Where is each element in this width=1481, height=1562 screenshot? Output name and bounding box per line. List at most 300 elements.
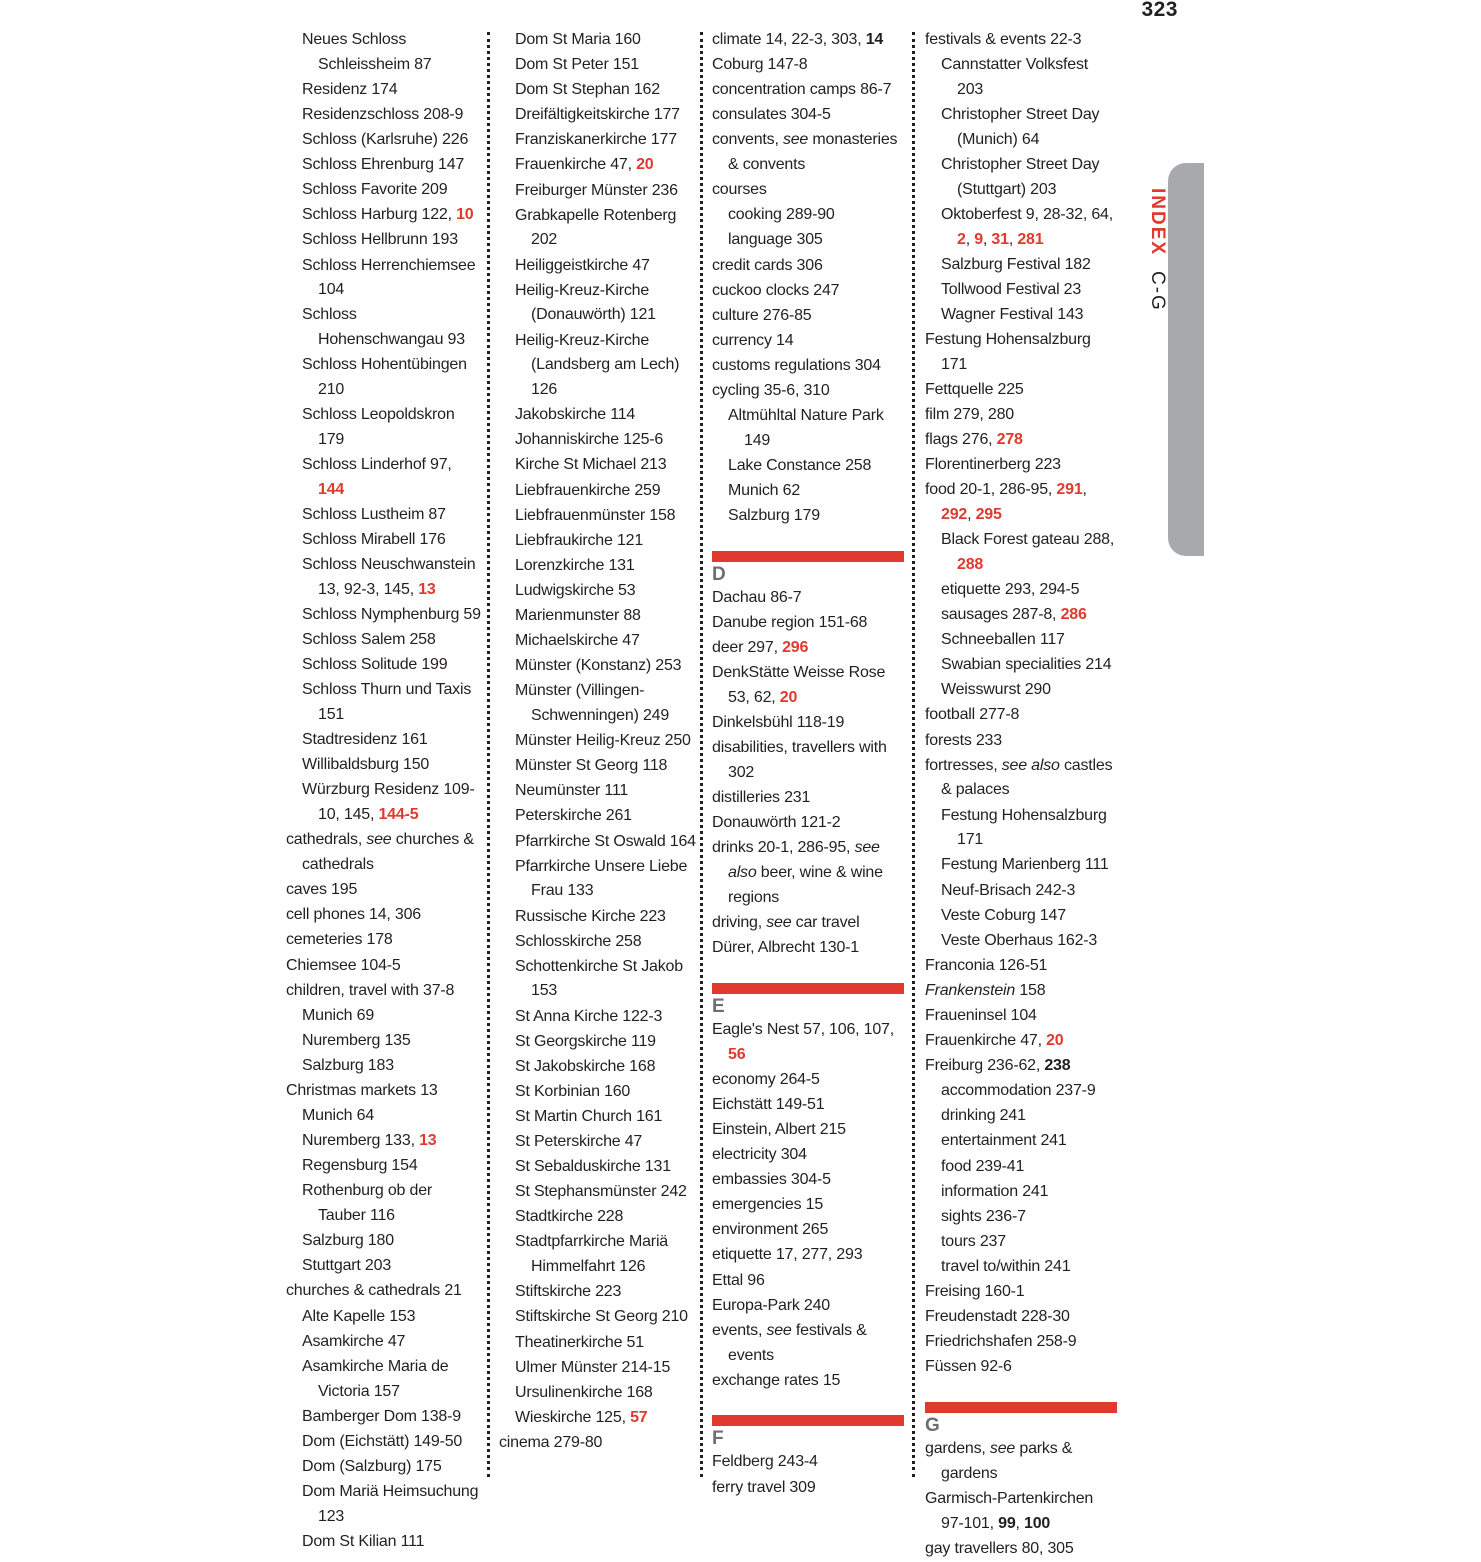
index-subentry [286, 254, 482, 304]
entry-text: driving, [712, 914, 767, 932]
index-subentry [499, 279, 699, 329]
illustration-page-ref: 56 [728, 1045, 746, 1063]
index-label: INDEX [1147, 188, 1168, 257]
index-subentry [286, 1330, 482, 1355]
entry-text: Ettal 96 [712, 1271, 765, 1289]
entry-text: cathedrals, [286, 831, 367, 849]
entry-text: Munich 64 [302, 1107, 375, 1125]
index-entry [925, 754, 1117, 804]
index-entry [286, 928, 482, 953]
entry-text: Black Forest gateau 288, [941, 531, 1115, 549]
entry-text: Neuf-Brisach 242-3 [941, 881, 1076, 899]
index-subentry [499, 1055, 699, 1080]
index-subentry [499, 1155, 699, 1180]
entry-text: Johanniskirche 125-6 [515, 431, 664, 449]
index-subentry [499, 179, 699, 204]
index-entry [712, 1243, 904, 1268]
illustration-page-ref: 295 [975, 506, 1002, 523]
entry-text: DenkStätte Weisse Rose 53, 62, [712, 664, 886, 707]
entry-text: Christopher Street Day (Stuttgart) 203 [941, 155, 1100, 198]
entry-text: , [965, 230, 975, 248]
index-subentry [286, 778, 482, 828]
entry-text: information 241 [941, 1182, 1049, 1200]
entry-text: Frauenkirche 47, [515, 156, 637, 174]
letter-section-header [712, 551, 904, 586]
entry-text: tours 237 [941, 1232, 1006, 1250]
index-subentry [499, 403, 699, 428]
entry-text: Friedrichshafen 258-9 [925, 1333, 1077, 1351]
index-entry [712, 254, 904, 279]
entry-text: Rothenburg ob der Tauber 116 [302, 1182, 433, 1225]
entry-text: Festung Marienberg 111 [941, 856, 1109, 874]
entry-text: Festung Hohensalzburg 171 [941, 806, 1107, 849]
index-entry [925, 979, 1117, 1004]
entry-text: Munich 69 [302, 1006, 375, 1024]
entry-text: Dom St Stephan 162 [515, 81, 660, 99]
map-page-ref: 100 [1024, 1514, 1051, 1532]
entry-text: cell phones 14, 306 [286, 906, 421, 924]
entry-text: churches & cathedrals [302, 831, 474, 874]
entry-text: Franziskanerkirche 177 [515, 131, 677, 149]
index-subentry [925, 578, 1117, 603]
entry-text: Frauenkirche 47, [925, 1032, 1047, 1050]
index-subentry [286, 1480, 482, 1530]
index-entry [712, 354, 904, 379]
letter-section-header [712, 1415, 904, 1450]
entry-text: , [1015, 1514, 1025, 1532]
entry-text: travel to/within 241 [941, 1257, 1071, 1275]
entry-text: Lorenzkirche 131 [515, 556, 635, 574]
cross-reference: see [766, 914, 792, 932]
entry-text: disabilities, travellers with 302 [712, 739, 887, 782]
index-entry [712, 586, 904, 611]
entry-text: parks & gardens [941, 1440, 1073, 1482]
entry-text: Dom St Peter 151 [515, 56, 639, 74]
entry-text: Schloss (Karlsruhe) 226 [302, 131, 469, 149]
index-entry [925, 1355, 1117, 1380]
entry-text: ferry travel 309 [712, 1478, 816, 1496]
index-subentry [925, 153, 1117, 203]
entry-text: Wieskirche 125, [515, 1408, 631, 1426]
section-letter: G [925, 1415, 940, 1437]
index-subentry [286, 1004, 482, 1029]
entry-text: Heilig-Kreuz-Kirche (Donauwörth) 121 [515, 281, 656, 324]
entry-text: castles & palaces [941, 756, 1113, 799]
index-entry [925, 328, 1117, 378]
index-subentry [286, 1154, 482, 1179]
entry-text: Donauwörth 121-2 [712, 814, 841, 832]
entry-text: Schloss Harburg 122, [302, 206, 457, 224]
entry-text: Cannstatter Volksfest 203 [941, 56, 1088, 98]
entry-text: monasteries & convents [728, 131, 898, 174]
entry-text: events, [712, 1321, 767, 1339]
index-subentry [499, 254, 699, 279]
index-subentry [286, 178, 482, 203]
index-subentry [286, 1029, 482, 1054]
index-subentry [286, 1405, 482, 1430]
index-entry [712, 911, 904, 936]
index-entry [925, 1487, 1117, 1537]
index-subentry [286, 553, 482, 603]
entry-text: Chiemsee 104-5 [286, 956, 401, 974]
illustration-page-ref: 296 [782, 639, 809, 657]
index-entry [925, 1537, 1117, 1562]
entry-text: Schloss Solitude 199 [302, 656, 448, 674]
index-subentry [286, 1305, 482, 1330]
entry-text: cycling 35-6, 310 [712, 382, 830, 400]
index-subentry [286, 1455, 482, 1480]
page-number: 323 [1141, 0, 1178, 21]
entry-text: Ulmer Münster 214-15 [515, 1358, 671, 1376]
index-entry [712, 1450, 904, 1475]
entry-text: Fettquelle 225 [925, 380, 1024, 398]
index-entry [712, 1476, 904, 1501]
entry-text: Salzburg Festival 182 [941, 255, 1091, 273]
illustration-page-ref: 31 [991, 230, 1009, 248]
index-subentry [286, 103, 482, 128]
index-subentry [499, 629, 699, 654]
index-subentry [286, 603, 482, 628]
index-entry [712, 1018, 904, 1068]
index-entry [712, 78, 904, 103]
entry-text: , [1008, 230, 1018, 248]
map-page-ref: 238 [1044, 1057, 1071, 1075]
index-subentry [499, 1381, 699, 1406]
index-entry [712, 936, 904, 961]
entry-text: exchange rates 15 [712, 1371, 841, 1389]
index-column-4 [925, 28, 1117, 1562]
index-subentry [286, 628, 482, 653]
index-entry [925, 403, 1117, 428]
index-entry [925, 1280, 1117, 1305]
entry-text: Schloss Hohenschwangau 93 [302, 306, 465, 349]
entry-text: Schneeballen 117 [941, 631, 1065, 649]
entry-text: Dom St Maria 160 [515, 31, 641, 48]
entry-text: Michaelskirche 47 [515, 632, 640, 650]
index-entry [286, 903, 482, 928]
section-letter: E [712, 995, 725, 1017]
entry-text: Eichstätt 149-51 [712, 1095, 825, 1113]
entry-text: festivals & events [728, 1321, 867, 1364]
entry-text: children, travel with 37-8 [286, 981, 455, 999]
entry-text: Coburg 147-8 [712, 56, 808, 74]
index-entry [925, 1029, 1117, 1054]
index-subentry [925, 804, 1117, 854]
index-subentry [499, 78, 699, 103]
illustration-page-ref: 281 [1017, 230, 1044, 248]
index-subentry [499, 1280, 699, 1305]
entry-text: Schloss Thurn und Taxis 151 [302, 681, 472, 724]
index-entry [712, 611, 904, 636]
index-subentry [286, 1530, 482, 1555]
entry-text: Munich 62 [728, 482, 801, 500]
entry-text: Franconia 126-51 [925, 956, 1048, 974]
entry-text: Dürer, Albrecht 130-1 [712, 939, 859, 957]
index-entry [925, 428, 1117, 453]
index-subentry [499, 1230, 699, 1280]
index-subentry [925, 103, 1117, 153]
index-entry [712, 1193, 904, 1218]
index-subentry [925, 303, 1117, 328]
letter-section-header [925, 1402, 1117, 1437]
entry-text: Europa-Park 240 [712, 1296, 830, 1314]
illustration-page-ref: 144 [318, 480, 345, 498]
entry-text: St Korbinian 160 [515, 1082, 631, 1100]
entry-text: cuckoo clocks 247 [712, 281, 840, 299]
entry-text: concentration camps 86-7 [712, 81, 892, 99]
entry-text: Danube region 151-68 [712, 614, 868, 632]
entry-text: Dom St Kilian 111 [302, 1532, 425, 1550]
index-entry [712, 1218, 904, 1243]
index-subentry [925, 1205, 1117, 1230]
index-entry [499, 1431, 699, 1456]
entry-text: Schloss Leopoldskron 179 [302, 406, 455, 449]
index-subentry [499, 830, 699, 855]
index-column-3 [712, 28, 904, 1501]
entry-text: Würzburg Residenz 109-10, 145, [302, 781, 475, 824]
index-entry [712, 1143, 904, 1168]
index-subentry [925, 1230, 1117, 1255]
entry-text: Schloss Lustheim 87 [302, 506, 446, 523]
entry-text: Schloss Neuschwanstein 13, 92-3, 145, [302, 556, 476, 598]
entry-text: , [1082, 481, 1087, 499]
entry-text: Regensburg 154 [302, 1157, 418, 1175]
entry-text: Pfarrkirche Unsere Liebe Frau 133 [515, 857, 688, 900]
index-subentry [499, 1180, 699, 1205]
map-page-ref: 14 [865, 31, 884, 48]
index-subentry [499, 930, 699, 955]
index-entry [712, 636, 904, 661]
index-entry [712, 836, 904, 910]
entry-text: film 279, 280 [925, 405, 1015, 423]
map-page-ref: 99 [998, 1514, 1016, 1532]
index-subentry [286, 1430, 482, 1455]
entry-text: St Anna Kirche 122-3 [515, 1007, 663, 1025]
entry-text: Tollwood Festival 23 [941, 280, 1082, 298]
index-subentry [499, 53, 699, 78]
letter-section-header [712, 983, 904, 1018]
entry-text: culture 276-85 [712, 306, 812, 324]
index-subentry [286, 1355, 482, 1405]
cross-reference: see also [728, 839, 880, 882]
entry-text: etiquette 17, 277, 293 [712, 1246, 863, 1264]
entry-text: Freudenstadt 228-30 [925, 1308, 1070, 1326]
cross-reference: see [782, 131, 809, 149]
index-subentry [925, 53, 1117, 103]
index-entry [712, 1118, 904, 1143]
entry-text: credit cards 306 [712, 256, 823, 274]
entry-text: Schloss Salem 258 [302, 631, 436, 649]
entry-text: Christmas markets 13 [286, 1081, 438, 1099]
entry-text: Dom Mariä Heimsuchung 123 [302, 1482, 479, 1525]
entry-text: Kirche St Michael 213 [515, 456, 667, 474]
index-entry [925, 954, 1117, 979]
index-entry [712, 1068, 904, 1093]
column-separator-1 [487, 32, 490, 1477]
entry-text: Swabian specialities 214 [941, 656, 1112, 674]
index-entry [712, 178, 904, 203]
entry-text: Stadtpfarrkirche Mariä Himmelfahrt 126 [515, 1233, 668, 1276]
illustration-page-ref: 2 [957, 230, 966, 248]
entry-text: Liebfrauenkirche 259 [515, 481, 661, 499]
index-subentry [286, 1229, 482, 1254]
entry-text: Bamberger Dom 138-9 [302, 1407, 461, 1425]
index-entry [712, 1369, 904, 1394]
entry-text: courses [712, 181, 767, 199]
entry-text: cooking 289-90 [728, 206, 835, 224]
entry-text: Münster (Villingen-Schwenningen) 249 [515, 682, 670, 725]
entry-text: football 277-8 [925, 706, 1020, 724]
index-entry [712, 661, 904, 711]
index-subentry [925, 1104, 1117, 1129]
index-entry [712, 786, 904, 811]
entry-text: Freiburg 236-62, [925, 1057, 1045, 1075]
entry-text: Stiftskirche St Georg 210 [515, 1308, 688, 1326]
index-subentry [925, 1129, 1117, 1154]
index-subentry [499, 1005, 699, 1030]
entry-text: Fraueninsel 104 [925, 1006, 1037, 1024]
entry-text: Liebfrauenmünster 158 [515, 506, 676, 524]
index-subentry [499, 128, 699, 153]
index-subentry [499, 1331, 699, 1356]
entry-text: Florentinerberg 223 [925, 456, 1061, 474]
index-entry [925, 1054, 1117, 1079]
index-subentry [712, 454, 904, 479]
entry-text: Schloss Hellbrunn 193 [302, 231, 458, 249]
index-subentry [925, 929, 1117, 954]
column-separator-2 [700, 32, 703, 1477]
entry-text: Schloss Linderhof 97, [302, 456, 452, 474]
index-column-2 [499, 28, 699, 1456]
index-subentry [712, 479, 904, 504]
entry-text: distilleries 231 [712, 789, 811, 807]
entry-text: Alte Kapelle 153 [302, 1307, 416, 1325]
entry-text: Füssen 92-6 [925, 1358, 1012, 1376]
index-subentry [286, 228, 482, 253]
illustration-page-ref: 20 [779, 689, 798, 707]
index-subentry [499, 479, 699, 504]
index-entry [712, 28, 904, 53]
index-subentry [499, 554, 699, 579]
range-label: C-G [1147, 271, 1168, 313]
illustration-page-ref: 20 [1046, 1032, 1064, 1050]
entry-text: Peterskirche 261 [515, 807, 632, 825]
cross-reference: see [366, 831, 392, 849]
entry-text: St Peterskirche 47 [515, 1133, 643, 1151]
index-entry [925, 1330, 1117, 1355]
entry-text: St Jakobskirche 168 [515, 1057, 656, 1075]
entry-text: Münster Heilig-Kreuz 250 [515, 732, 691, 750]
index-entry [925, 28, 1117, 53]
entry-text: Stuttgart 203 [302, 1257, 392, 1275]
index-subentry [499, 804, 699, 829]
entry-text: fortresses, [925, 756, 1002, 774]
index-subentry [499, 1030, 699, 1055]
index-entry [286, 954, 482, 979]
entry-text: Theatinerkirche 51 [515, 1333, 644, 1351]
entry-text: cinema 279-80 [499, 1433, 603, 1451]
illustration-page-ref: 288 [957, 555, 984, 573]
index-entry [925, 378, 1117, 403]
index-entry [286, 979, 482, 1004]
index-subentry [286, 128, 482, 153]
index-subentry [499, 329, 699, 403]
entry-text: Stadtresidenz 161 [302, 731, 428, 749]
entry-text: Eagle's Nest 57, 106, 107, [712, 1020, 894, 1038]
illustration-page-ref: 20 [636, 156, 654, 174]
entry-text: Dreifältigkeitskirche 177 [515, 106, 680, 124]
entry-text: Liebfraukirche 121 [515, 531, 644, 549]
index-subentry [925, 628, 1117, 653]
entry-text: Russische Kirche 223 [515, 907, 666, 925]
index-subentry [286, 353, 482, 403]
entry-text: , [967, 506, 976, 523]
index-entry [712, 329, 904, 354]
entry-text: Schloss Nymphenburg 59 [302, 606, 481, 624]
entry-text: 158 [1015, 981, 1046, 999]
entry-text: St Sebalduskirche 131 [515, 1158, 671, 1176]
illustration-page-ref: 9 [974, 230, 983, 248]
index-entry [712, 1168, 904, 1193]
index-entry [712, 736, 904, 786]
index-subentry [499, 428, 699, 453]
entry-text: Grabkapelle Rotenberg 202 [515, 206, 677, 249]
index-subentry [499, 453, 699, 478]
index-subentry [499, 779, 699, 804]
index-subentry [286, 528, 482, 553]
entry-text: food 239-41 [941, 1157, 1025, 1175]
entry-text: Dom (Eichstätt) 149-50 [302, 1432, 463, 1450]
index-entry [925, 478, 1117, 528]
index-entry [286, 828, 482, 878]
entry-text: Jakobskirche 114 [515, 406, 636, 424]
entry-text: consulates 304-5 [712, 106, 831, 124]
index-subentry [499, 1105, 699, 1130]
entry-text: churches & cathedrals 21 [286, 1282, 462, 1300]
index-entry [925, 453, 1117, 478]
index-subentry [286, 728, 482, 753]
illustration-page-ref: 278 [996, 431, 1023, 449]
section-divider-bar [712, 983, 904, 994]
index-entry [712, 1294, 904, 1319]
cross-reference: see [766, 1321, 792, 1339]
entry-text: Garmisch-Partenkirchen 97-101, [925, 1489, 1094, 1532]
section-divider-bar [925, 1402, 1117, 1413]
index-subentry [286, 753, 482, 778]
illustration-page-ref: 57 [630, 1408, 648, 1426]
entry-text: convents, [712, 131, 783, 149]
index-entry [712, 1093, 904, 1118]
index-subentry [286, 403, 482, 453]
index-entry [712, 128, 904, 178]
entry-text: Schloss Ehrenburg 147 [302, 156, 465, 174]
index-subentry [925, 203, 1117, 253]
index-subentry [925, 253, 1117, 278]
entry-text: Salzburg 180 [302, 1232, 394, 1250]
entry-text: Stadtkirche 228 [515, 1208, 624, 1226]
entry-text: festivals & events 22-3 [925, 31, 1082, 48]
index-subentry [286, 653, 482, 678]
index-subentry [499, 654, 699, 679]
entry-text: Oktoberfest 9, 28-32, 64, [941, 205, 1113, 223]
entry-text: sausages 287-8, [941, 606, 1061, 624]
section-letter: F [712, 1428, 724, 1450]
entry-text: emergencies 15 [712, 1196, 824, 1214]
index-subentry [286, 503, 482, 528]
entry-text: drinking 241 [941, 1107, 1026, 1125]
entry-text: customs regulations 304 [712, 356, 881, 374]
index-subentry [499, 604, 699, 629]
